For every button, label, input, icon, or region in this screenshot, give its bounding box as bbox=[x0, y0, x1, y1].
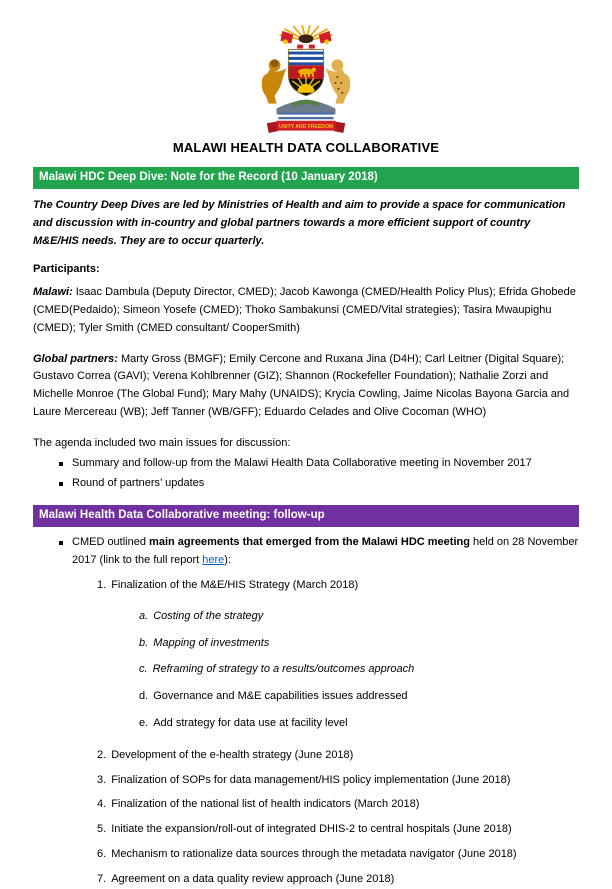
sub-letter: d. bbox=[139, 690, 149, 703]
followup-post: ): bbox=[224, 554, 232, 567]
participants-global bbox=[33, 351, 579, 422]
followup-bullet bbox=[33, 534, 579, 570]
item-text: Agreement on a data quality review approach (June 2018) bbox=[111, 872, 395, 885]
global-partners-names: Marty Gross (BMGF); Emily Cercone and Ruxana Jina (D4H); Carl Leitner (Digital Square); Gustavo Correa (GAVI); Verena Kohlbrenner (GIZ); Shannon (Rockefeller Foundation); Nathalie Zorzi and Michelle Monroe (The Global Fund); Mary Mahy (UNAIDS); Krycia Cowling, Jaime Nicolas Bayona Garcia and Laure Mercereau (WB); Jeff Tanner (WB/GFF); Eduardo Celades and Olive Cocoman (WHO) bbox=[33, 352, 570, 419]
numbered-item-3 bbox=[33, 772, 579, 790]
item-number: 2. bbox=[97, 748, 107, 761]
malawi-coat-of-arms bbox=[247, 26, 365, 134]
square-bullet-icon bbox=[59, 541, 63, 545]
agenda-bullet-text: Round of partners’ updates bbox=[72, 476, 205, 489]
sub-letter: c. bbox=[139, 663, 148, 676]
sub-item-c bbox=[33, 661, 579, 679]
item-text: Development of the e-health strategy (June 2018) bbox=[111, 748, 354, 761]
followup-bold: main agreements that emerged from the Malawi HDC meeting bbox=[149, 536, 470, 549]
numbered-item-1 bbox=[33, 577, 579, 595]
item-number: 5. bbox=[97, 823, 107, 836]
sub-text: Add strategy for data use at facility level bbox=[153, 716, 348, 729]
malawi-label: Malawi: bbox=[33, 286, 73, 299]
followup-bullet-text bbox=[72, 534, 579, 570]
sub-item-d bbox=[33, 688, 579, 706]
numbered-item-4 bbox=[33, 796, 579, 814]
leopard-supporter-icon bbox=[326, 59, 351, 103]
crest-torse bbox=[297, 45, 315, 49]
sub-item-e bbox=[33, 715, 579, 733]
numbered-item-2 bbox=[33, 747, 579, 765]
sub-text: Mapping of investments bbox=[153, 636, 270, 649]
crest-gold-left bbox=[283, 39, 288, 44]
page-title: MALAWI HEALTH DATA COLLABORATIVE bbox=[172, 140, 440, 155]
item-number: 6. bbox=[97, 848, 107, 861]
numbered-item-5 bbox=[33, 821, 579, 839]
lion-supporter-icon bbox=[262, 59, 287, 103]
item-text: Mechanism to rationalize data sources through the metadata navigator (June 2018) bbox=[111, 848, 517, 861]
square-bullet-icon bbox=[59, 462, 63, 466]
item-number: 3. bbox=[97, 773, 107, 786]
numbered-item-7 bbox=[33, 871, 579, 889]
followup-pre: CMED outlined bbox=[72, 536, 150, 549]
global-partners-label: Global partners: bbox=[33, 352, 118, 365]
sub-text: Costing of the strategy bbox=[153, 609, 264, 622]
sub-letter: a. bbox=[139, 609, 149, 622]
agenda-intro: The agenda included two main issues for discussion: bbox=[33, 436, 291, 449]
sub-item-b bbox=[33, 635, 579, 653]
agenda-bullet-text: Summary and follow-up from the Malawi Health Data Collaborative meeting in November 2017 bbox=[72, 456, 532, 469]
followup-mid: held on 28 November 2017 (link to the full report bbox=[72, 536, 579, 567]
item-text: Finalization of the M&E/HIS Strategy (March 2018) bbox=[111, 578, 359, 591]
malawi-names: Isaac Dambula (Deputy Director, CMED); Jacob Kawonga (CMED/Health Policy Plus); Efrida Ghobede (CMED(Pedaido); Simeon Yosefe (CMED); Thoko Sambakunsi (CMED/Vital strategies); Tasira Mwaupighu (CMED); Tyler Smith (CMED consultant/ CooperSmith) bbox=[33, 286, 576, 334]
sub-text: Reframing of strategy to a results/outcomes approach bbox=[152, 663, 415, 676]
participants-heading: Participants: bbox=[33, 263, 100, 276]
sub-text: Governance and M&E capabilities issues addressed bbox=[153, 690, 408, 703]
section-header-deep-dive: Malawi HDC Deep Dive: Note for the Record (10 January 2018) bbox=[33, 167, 579, 189]
item-text: Initiate the expansion/roll-out of integrated DHIS-2 to central hospitals (June 2018) bbox=[111, 823, 512, 836]
item-number: 7. bbox=[97, 872, 107, 885]
agenda-bullet-updates bbox=[33, 475, 579, 493]
section-header-followup: Malawi Health Data Collaborative meeting: follow-up bbox=[33, 505, 579, 527]
square-bullet-icon bbox=[59, 482, 63, 486]
shield-icon bbox=[288, 50, 323, 99]
item-text: Finalization of SOPs for data management/HIS policy implementation (June 2018) bbox=[111, 773, 511, 786]
report-link[interactable]: here bbox=[202, 554, 225, 567]
crest-eagle-icon bbox=[299, 34, 314, 43]
sub-letter: b. bbox=[139, 636, 149, 649]
intro-paragraph: The Country Deep Dives are led by Ministries of Health and aim to provide a space for communication and discussion with in-country and global partners towards a more efficient support of country M&E/HIS needs. They are to occur quarterly. bbox=[33, 198, 566, 247]
item-text: Finalization of the national list of health indicators (March 2018) bbox=[111, 798, 420, 811]
agenda-bullet-summary bbox=[33, 455, 579, 473]
sub-item-a bbox=[33, 608, 579, 626]
numbered-item-6 bbox=[33, 846, 579, 864]
crest-gold-right bbox=[324, 39, 329, 44]
item-number: 4. bbox=[97, 798, 107, 811]
sub-item-list bbox=[33, 608, 579, 733]
item-number: 1. bbox=[97, 578, 107, 591]
motto-text: UNITY AND FREEDOM bbox=[278, 123, 334, 130]
participants-malawi bbox=[33, 284, 579, 337]
sub-letter: e. bbox=[139, 716, 149, 729]
motto-ribbon-icon bbox=[267, 121, 346, 133]
mount-mulanje-icon bbox=[277, 100, 336, 120]
